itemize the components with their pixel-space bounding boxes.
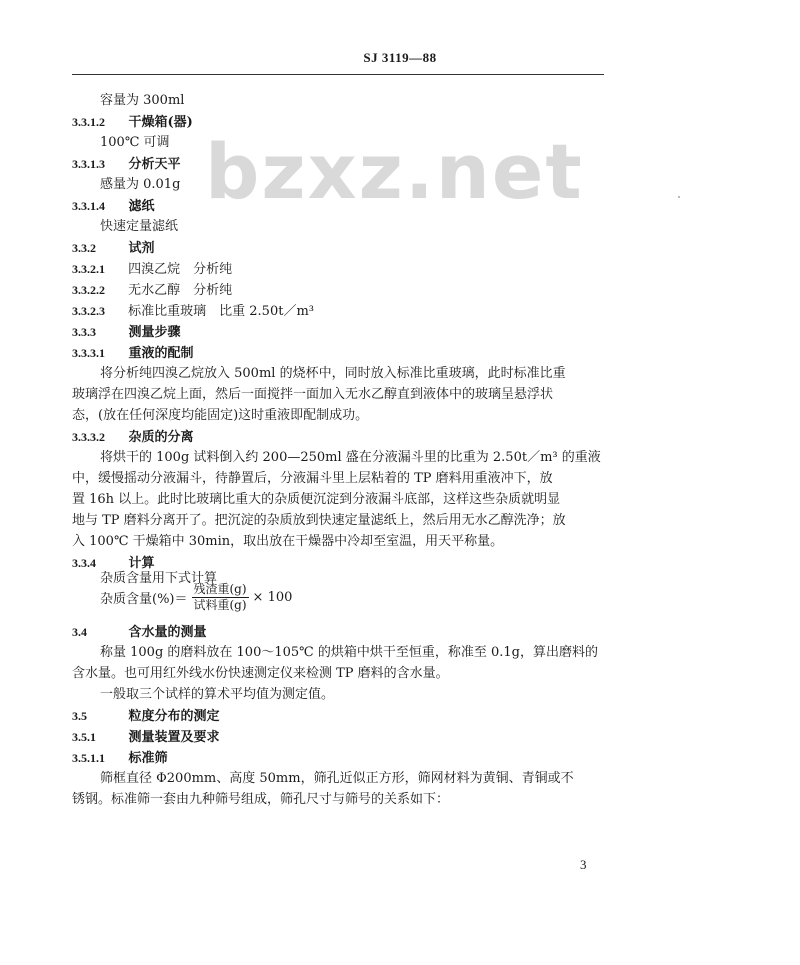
impurity-formula: [100, 582, 292, 613]
section-number: 3.3.1.2: [72, 115, 105, 129]
paragraph-line: 称量 100g 的磨料放在 100～105℃ 的烘箱中烘干至恒重，称准至 0.1g，算出磨料的: [100, 645, 598, 660]
text-line: 容量为 300ml: [100, 93, 185, 108]
section-title: 测量装置及要求: [128, 730, 220, 745]
paragraph-line: 中，缓慢摇动分液漏斗，待静置后，分液漏斗里上层粘着的 TP 磨料用重液冲下，放: [72, 471, 553, 486]
section-number: 3.5.1: [72, 730, 96, 744]
section-heading-3-3-3: [72, 323, 181, 342]
paragraph-line: 玻璃浮在四溴乙烷上面，然后一面搅拌一面加入无水乙醇直到液体中的玻璃呈悬浮状: [72, 387, 554, 402]
section-heading-3-3-2: [72, 239, 155, 258]
formula-numerator: 残渣重(g): [193, 582, 247, 596]
page-number: 3: [580, 857, 587, 872]
paragraph-line: 置 16h 以上。此时比玻璃比重大的杂质便沉淀到分液漏斗底部，这样这些杂质就明显: [72, 492, 561, 507]
section-title: 重液的配制: [128, 346, 194, 361]
section-number: 3.3.2.2: [72, 283, 105, 297]
formula-rhs: × 100: [252, 590, 293, 605]
section-title: 计算: [128, 556, 155, 571]
section-title: 干燥箱(器): [128, 115, 193, 130]
watermark: bzxz.net: [205, 127, 584, 216]
scan-speck: [678, 196, 680, 198]
paragraph-line: 将烘干的 100g 试料倒入约 200—250ml 盛在分液漏斗里的比重为 2.50t／m³ 的重液: [100, 450, 601, 465]
section-title: 标准筛: [128, 751, 168, 766]
section-heading-3-5-1-1: [72, 749, 168, 768]
section-number: 3.5.1.1: [72, 751, 105, 765]
section-title: 含水量的测量: [128, 625, 207, 640]
section-number: 3.4: [72, 625, 87, 639]
section-heading-3-3-1-2: [72, 113, 193, 132]
section-number: 3.3.4: [72, 556, 96, 570]
section-number: 3.3.3.2: [72, 430, 105, 444]
section-title: 杂质的分离: [128, 430, 194, 445]
formula-fraction: [192, 582, 249, 613]
section-number: 3.3.1.3: [72, 157, 105, 171]
section-number: 3.5: [72, 709, 87, 723]
section-heading-3-4: [72, 623, 207, 642]
section-heading-3-3-2-1: [72, 260, 232, 279]
section-title: 粒度分布的测定: [128, 709, 220, 724]
formula-denominator: 试料重(g): [193, 598, 247, 612]
paragraph-line: 将分析纯四溴乙烷放入 500ml 的烧杯中，同时放入标准比重玻璃，此时标准比重: [100, 366, 566, 381]
section-number: 3.3.3.1: [72, 346, 105, 360]
section-number: 3.3.2: [72, 241, 96, 255]
text-line: 感量为 0.01g: [100, 177, 181, 192]
section-title: 无水乙醇 分析纯: [128, 283, 233, 298]
section-number: 3.3.3: [72, 325, 96, 339]
section-title: 滤纸: [128, 199, 155, 214]
section-number: 3.3.2.3: [72, 304, 105, 318]
section-number: 3.3.1.4: [72, 199, 105, 213]
paragraph-line: 筛框直径 Φ200mm、高度 50mm，筛孔近似正方形，筛网材料为黄铜、青铜或不: [100, 771, 574, 786]
section-heading-3-5: [72, 707, 220, 726]
text-line: 快速定量滤纸: [100, 219, 179, 234]
paragraph-line: 态，(放在任何深度均能固定)这时重液即配制成功。: [72, 408, 369, 423]
section-number: 3.3.2.1: [72, 262, 105, 276]
section-title: 分析天平: [128, 157, 181, 172]
section-title: 四溴乙烷 分析纯: [128, 262, 233, 277]
section-heading-3-3-1-4: [72, 197, 155, 216]
section-heading-3-3-3-1: [72, 344, 194, 363]
paragraph-line: 入 100℃ 干燥箱中 30min，取出放在干燥器中冷却至室温，用天平称量。: [72, 534, 504, 549]
header-rule: [72, 74, 604, 75]
section-heading-3-3-1-3: [72, 155, 181, 174]
section-title: 标准比重玻璃 比重 2.50t／m³: [128, 304, 314, 319]
section-heading-3-3-3-2: [72, 428, 194, 447]
text-line: 100℃ 可调: [100, 135, 170, 150]
text-line: 杂质含量用下式计算: [100, 571, 218, 586]
paragraph-line: 含水量。也可用红外线水份快速测定仪来检测 TP 磨料的含水量。: [72, 666, 449, 681]
section-heading-3-3-2-2: [72, 281, 232, 300]
formula-lhs: 杂质含量(%)＝: [100, 592, 188, 607]
paragraph-line: 锈钢。标准筛一套由九种筛号组成，筛孔尺寸与筛号的关系如下：: [72, 792, 450, 807]
section-heading-3-3-2-3: [72, 302, 314, 321]
paragraph-line: 地与 TP 磨料分离开了。把沉淀的杂质放到快速定量滤纸上，然后用无水乙醇洗净；放: [72, 513, 566, 528]
section-title: 试剂: [128, 241, 155, 256]
paragraph-line: 一般取三个试样的算术平均值为测定值。: [100, 687, 335, 702]
section-heading-3-5-1: [72, 728, 220, 747]
standard-code-header: SJ 3119—88: [363, 50, 437, 65]
section-title: 测量步骤: [128, 325, 181, 340]
